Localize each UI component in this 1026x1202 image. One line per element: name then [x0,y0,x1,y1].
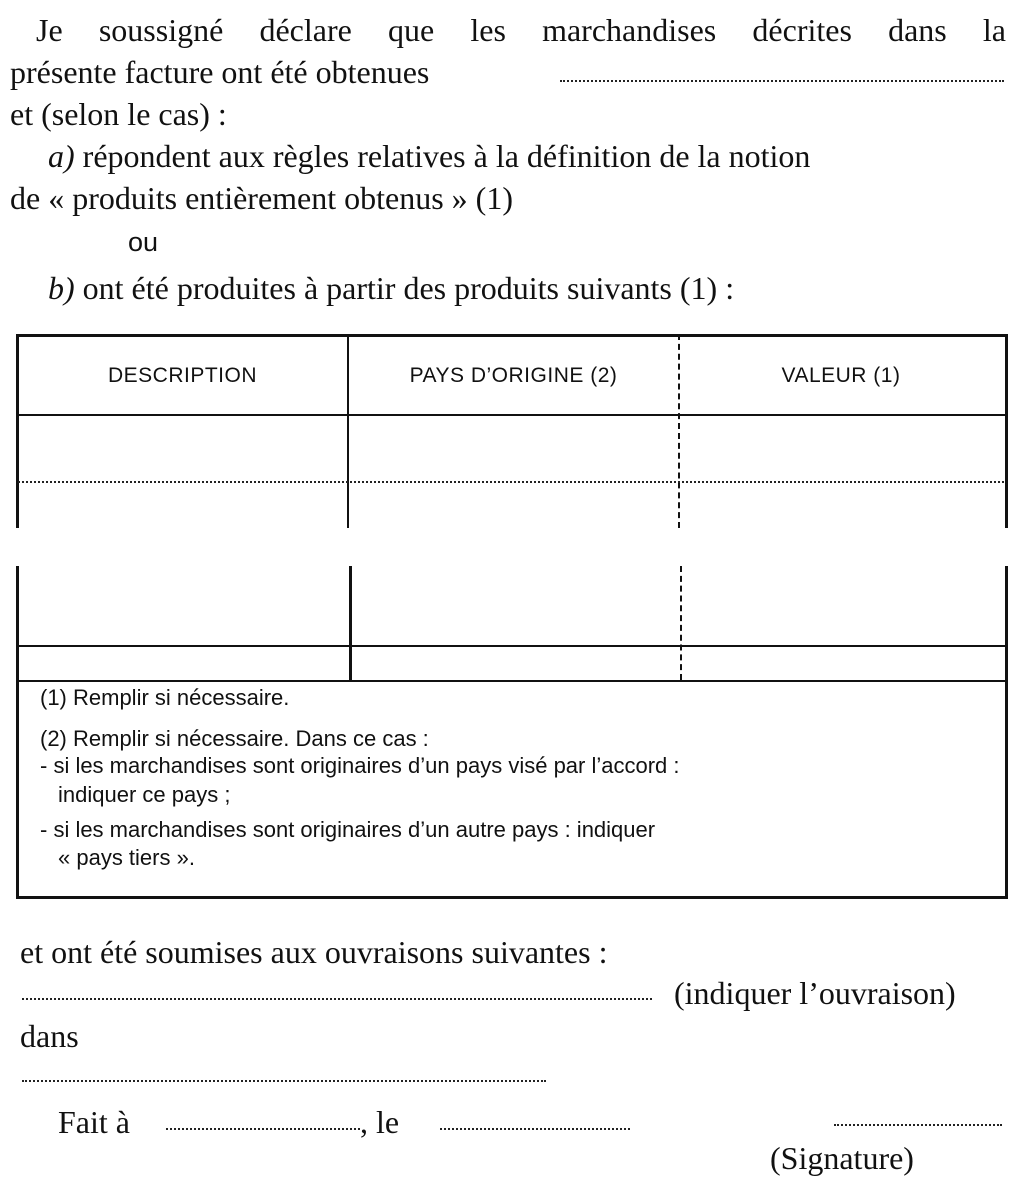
column-divider-2-lower [680,566,682,680]
column-divider-1-lower [349,566,352,680]
signature-field[interactable] [834,1124,1002,1126]
processing-line-1: et ont été soumises aux ouvraisons suivantes : [20,934,608,970]
option-a-text: répondent aux règles relatives à la définition de la notion [82,138,811,174]
declaration-line-2-text: présente facture ont été obtenues [10,54,430,90]
option-a-line-2: de « produits entièrement obtenus » (1) [10,180,513,216]
date-label: , le [360,1104,400,1140]
declaration-line-3: et (selon le cas) : [10,96,227,132]
footnote-2-bullet-2-cont: « pays tiers ». [58,845,195,870]
option-a-marker: a) [48,138,75,174]
declaration-line-1: Je soussigné déclare que les marchandises décrites dans la [36,12,1006,48]
footnote-2-bullet-1: - si les marchandises sont originaires d’un pays visé par l’accord : [40,753,680,778]
processing-field[interactable] [22,998,652,1000]
option-b-marker: b) [48,270,75,306]
table-bottom-border [16,896,1008,899]
dans-label: dans [20,1018,79,1054]
declaration-line-2 [10,52,429,92]
processing-hint: (indiquer l’ouvraison) [674,975,956,1011]
footnotes-top-border [16,680,1008,682]
place-field[interactable] [166,1128,360,1130]
lower-row-border [16,645,1008,647]
footnote-2: (2) Remplir si nécessaire. Dans ce cas : [40,726,429,751]
fait-a-label: Fait à [58,1104,130,1140]
header-valeur: VALEUR (1) [781,364,901,387]
header-bottom-border [16,414,1008,416]
footnote-1: (1) Remplir si nécessaire. [40,685,290,710]
option-b-line [48,268,734,308]
option-b-text: ont été produites à partir des produits suivants (1) : [82,270,735,306]
row-dotted-separator [18,481,1004,483]
option-a-line-1 [48,136,810,176]
location-field[interactable] [22,1080,546,1082]
header-description: DESCRIPTION [107,364,257,387]
date-field[interactable] [440,1128,630,1130]
header-pays-origine: PAYS D’ORIGINE (2) [409,364,618,387]
footnote-2-bullet-1-cont: indiquer ce pays ; [58,782,231,807]
or-word: ou [128,227,159,257]
obtained-method-field[interactable] [560,80,1004,82]
signature-label: (Signature) [770,1140,914,1176]
footnote-2-bullet-2: - si les marchandises sont originaires d’un autre pays : indiquer [40,817,656,842]
